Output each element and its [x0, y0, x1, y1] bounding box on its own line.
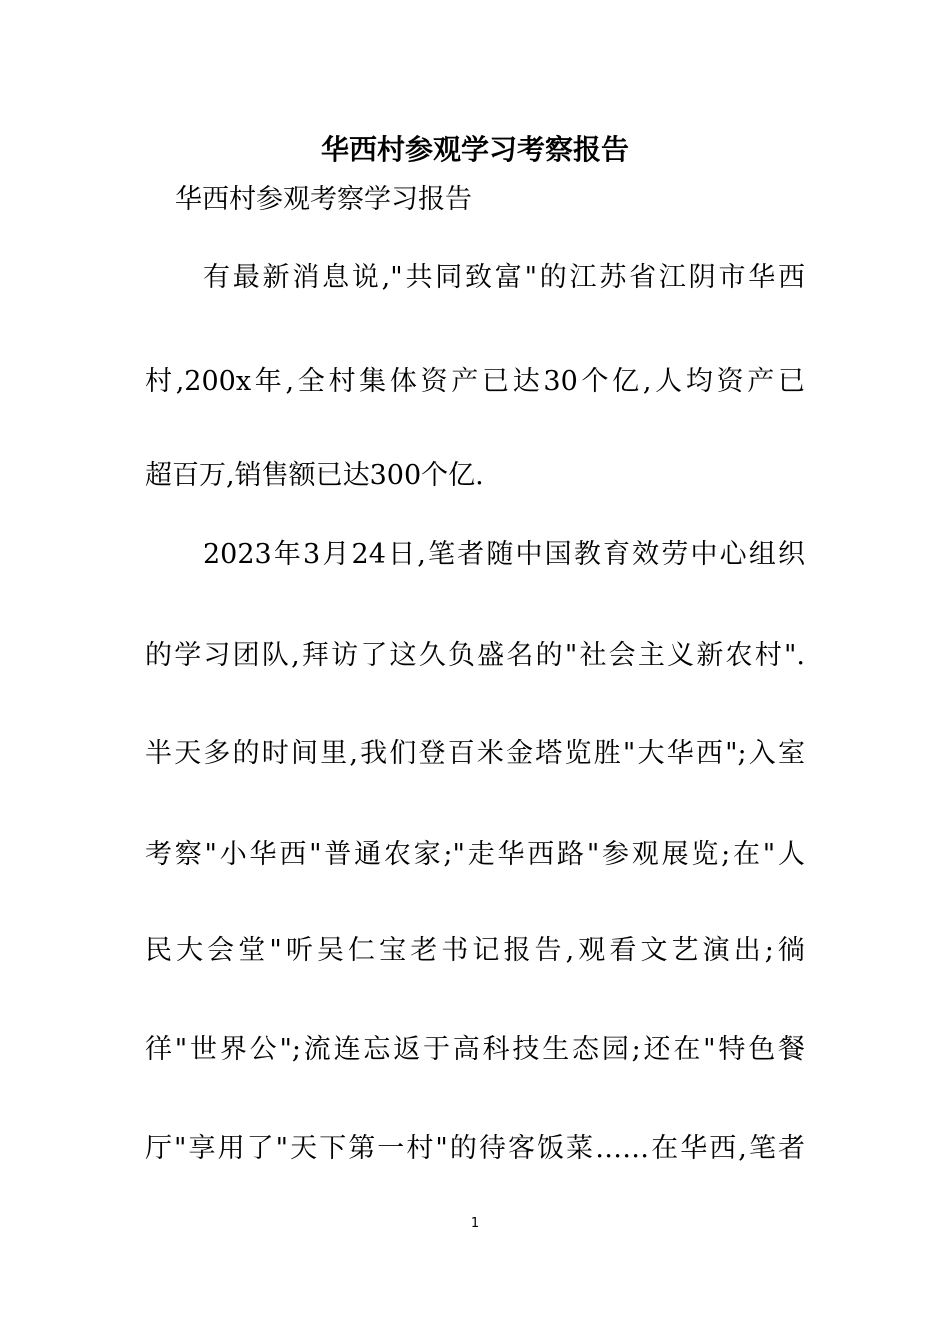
paragraph-line: 半天多的时间里,我们登百米金塔览胜"大华西";入室: [145, 738, 805, 769]
paragraph-line: 徉"世界公";流连忘返于高科技生态园;还在"特色餐: [145, 1034, 805, 1065]
document-title: 华西村参观学习考察报告: [320, 133, 629, 166]
paragraph-line: 村,200x年,全村集体资产已达30个亿,人均资产已: [145, 366, 805, 397]
paragraph-line: 厅"享用了"天下第一村"的待客饭菜……在华西,笔者: [145, 1133, 805, 1164]
page-number: 1: [470, 1216, 480, 1231]
paragraph-line: 超百万,销售额已达300个亿.: [145, 460, 484, 491]
paragraph-line: 民大会堂"听吴仁宝老书记报告,观看文艺演出;徜: [145, 935, 805, 966]
document-subtitle: 华西村参观考察学习报告: [175, 184, 472, 215]
paragraph-line: 有最新消息说,"共同致富"的江苏省江阴市华西: [203, 262, 805, 293]
paragraph-line: 考察"小华西"普通农家;"走华西路"参观展览;在"人: [145, 839, 805, 870]
paragraph-line: 2023年3月24日,笔者随中国教育效劳中心组织: [203, 539, 805, 570]
paragraph-line: 的学习团队,拜访了这久负盛名的"社会主义新农村".: [145, 640, 805, 671]
